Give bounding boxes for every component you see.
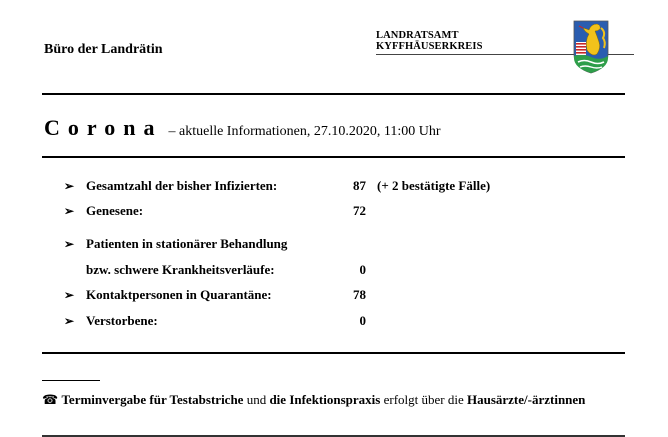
arrow-bullet-icon: ➢ <box>64 237 75 251</box>
office-name: Büro der Landrätin <box>44 42 163 57</box>
arrow-bullet-icon: ➢ <box>64 314 75 328</box>
authority-name <box>376 30 483 52</box>
authority-line-2: KYFFHÄUSERKREIS <box>376 41 483 52</box>
stat-label: Kontaktpersonen in Quarantäne: <box>86 287 272 302</box>
stat-value: 87 <box>353 178 366 193</box>
arrow-bullet-icon: ➢ <box>64 288 75 302</box>
arrow-bullet-icon: ➢ <box>64 204 75 218</box>
stat-label: Genesene: <box>86 203 144 218</box>
phone-icon: ☎ <box>42 392 59 407</box>
coat-of-arms-icon <box>573 20 609 74</box>
stat-value: 0 <box>359 262 366 277</box>
footer-note <box>42 388 632 412</box>
stat-label: Patienten in stationärer Behandlung <box>86 236 288 251</box>
footnote-separator <box>42 380 100 381</box>
footer-text: und <box>243 392 270 407</box>
divider-top <box>42 93 625 95</box>
footer-doctors: Hausärzte/-ärztinnen <box>466 392 586 407</box>
stat-note: (+ 2 bestätigte Fälle) <box>377 178 491 193</box>
stat-value: 78 <box>353 287 366 302</box>
footer-infection-practice: die Infektionspraxis <box>269 392 381 407</box>
stat-label: Verstorbene: <box>86 313 158 328</box>
title-subtitle: – aktuelle Informationen, 27.10.2020, 11:00 Uhr <box>168 124 441 139</box>
footer-text: erfolgt über die <box>380 392 467 407</box>
stat-value: 0 <box>359 313 366 328</box>
arrow-bullet-icon: ➢ <box>64 179 75 193</box>
title-main: Corona <box>44 115 163 140</box>
stat-label: bzw. schwere Krankheitsverläufe: <box>86 262 275 277</box>
divider-footer <box>42 435 625 437</box>
page-title <box>44 115 441 141</box>
authority-line-1: LANDRATSAMT <box>376 30 459 41</box>
divider-bottom <box>42 352 625 354</box>
divider-title <box>42 156 625 158</box>
stat-value: 72 <box>353 203 366 218</box>
stat-label: Gesamtzahl der bisher Infizierten: <box>86 178 278 193</box>
footer-testing: Terminvergabe für Testabstriche <box>61 392 244 407</box>
